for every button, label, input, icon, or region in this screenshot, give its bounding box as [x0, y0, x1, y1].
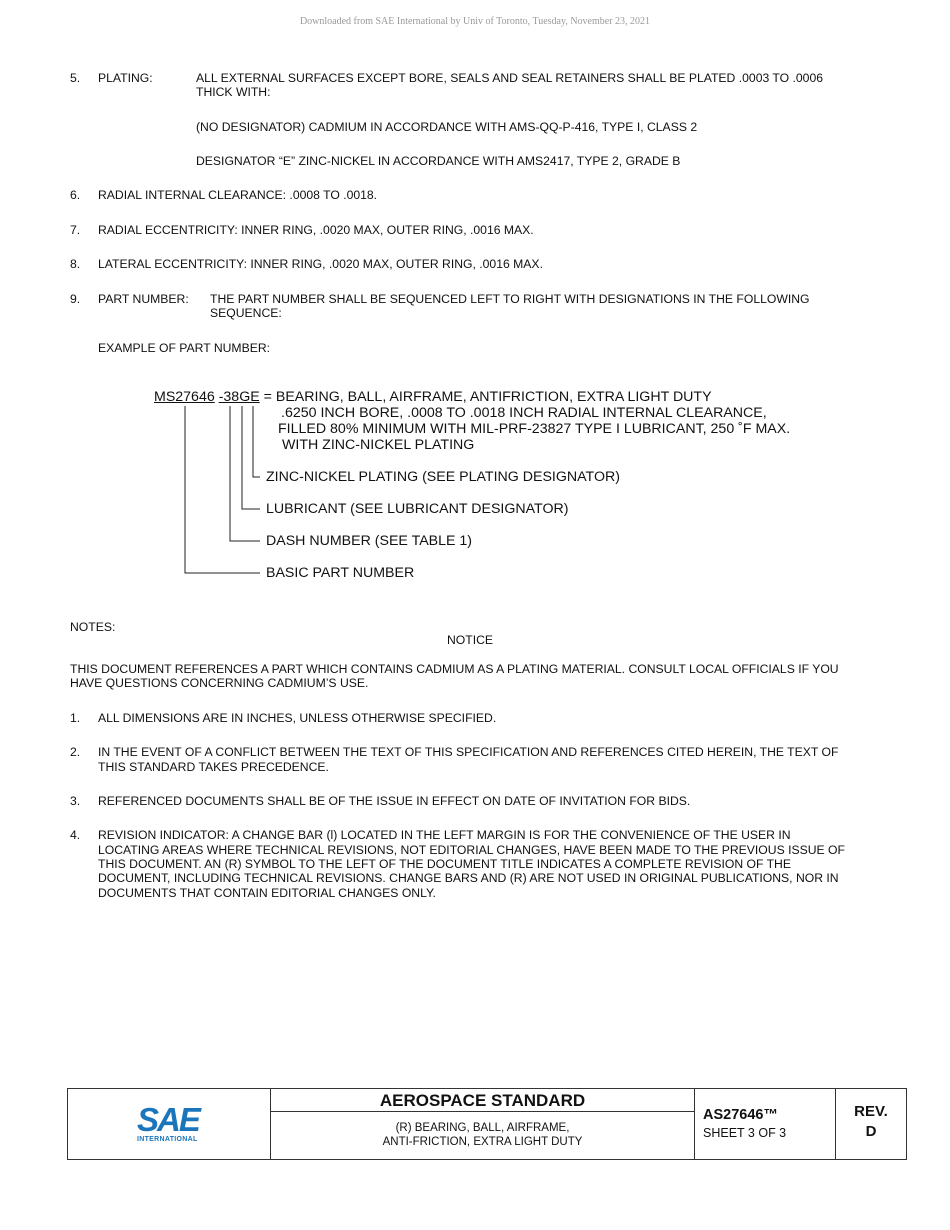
note-1-number: 1.	[70, 711, 81, 725]
plating-option-cadmium: (NO DESIGNATOR) CADMIUM IN ACCORDANCE WITH AMS-QQ-P-416, TYPE I, CLASS 2	[196, 120, 698, 134]
note-4-number: 4.	[70, 828, 81, 842]
note-2-text-line2: THIS STANDARD TAKES PRECEDENCE.	[98, 760, 329, 774]
download-watermark: Downloaded from SAE International by Univ of Toronto, Tuesday, November 23, 2021	[299, 16, 651, 27]
item-6-number: 6.	[70, 188, 81, 202]
sae-logo	[123, 1101, 233, 1151]
item-5-number: 5.	[70, 71, 81, 85]
revision-value: D	[865, 1123, 877, 1140]
note-2-text-line1: IN THE EVENT OF A CONFLICT BETWEEN THE TEXT OF THIS SPECIFICATION AND REFERENCES CITED HEREIN, THE TEXT OF	[98, 745, 839, 759]
note-2-number: 2.	[70, 745, 81, 759]
item-8-number: 8.	[70, 257, 81, 271]
leader-basic-part	[185, 406, 260, 573]
note-4-text-line2: LOCATING AREAS WHERE TECHNICAL REVISIONS, NOT EDITORIAL CHANGES, HAVE BEEN MADE TO THE PREVIOUS ISSUE OF	[98, 843, 845, 857]
item-6-text: RADIAL INTERNAL CLEARANCE: .0008 TO .0018.	[98, 188, 378, 202]
notice-title: NOTICE	[447, 633, 494, 647]
document-number: AS27646™	[703, 1107, 778, 1123]
dash-designator: -38GE	[218, 389, 260, 405]
title-block	[67, 1088, 907, 1160]
note-4-text-line3: THIS DOCUMENT. AN (R) SYMBOL TO THE LEFT OF THE DOCUMENT TITLE INDICATES A COMPLETE REVISION OF THE	[98, 857, 791, 871]
item-7-text: RADIAL ECCENTRICITY: INNER RING, .0020 MAX, OUTER RING, .0016 MAX.	[98, 223, 534, 237]
item-9-text-line2: SEQUENCE:	[210, 306, 282, 320]
document-subtitle-line2: ANTI-FRICTION, EXTRA LIGHT DUTY	[382, 1136, 583, 1148]
note-1-text: ALL DIMENSIONS ARE IN INCHES, UNLESS OTHERWISE SPECIFIED.	[98, 711, 497, 725]
callout-plating: ZINC-NICKEL PLATING (SEE PLATING DESIGNATOR)	[266, 469, 620, 485]
sae-logo-subtitle: INTERNATIONAL	[137, 1136, 198, 1143]
sheet-number: SHEET 3 OF 3	[703, 1126, 787, 1140]
callout-dash-number: DASH NUMBER (SEE TABLE 1)	[266, 533, 473, 549]
leader-dash-number	[230, 406, 260, 541]
notice-text-line2: HAVE QUESTIONS CONCERNING CADMIUM’S USE.	[70, 676, 369, 690]
notice-text-line1: THIS DOCUMENT REFERENCES A PART WHICH CONTAINS CADMIUM AS A PLATING MATERIAL. CONSULT LOCAL OFFICIALS IF YOU	[70, 662, 839, 676]
item-7-number: 7.	[70, 223, 81, 237]
note-3-number: 3.	[70, 794, 81, 808]
note-4-text-line4: DOCUMENT, INCLUDING TECHNICAL REVISIONS. CHANGE BARS AND (R) ARE NOT USED IN ORIGINAL PUBLICATIONS, NOR IN	[98, 871, 839, 885]
revision-cell	[836, 1089, 906, 1159]
item-5-text-line1: ALL EXTERNAL SURFACES EXCEPT BORE, SEALS AND SEAL RETAINERS SHALL BE PLATED .0003 TO .0006	[196, 71, 824, 85]
example-label: EXAMPLE OF PART NUMBER:	[98, 341, 271, 355]
notes-heading: NOTES:	[70, 620, 116, 634]
callout-lubricant: LUBRICANT (SEE LUBRICANT DESIGNATOR)	[266, 501, 569, 517]
revision-label: REV.	[854, 1103, 888, 1120]
logo-cell	[68, 1089, 270, 1159]
part-description-line1: .6250 INCH BORE, .0008 TO .0018 INCH RADIAL INTERNAL CLEARANCE,	[281, 405, 767, 421]
basic-part-number: MS27646	[154, 389, 215, 405]
leader-plating	[253, 406, 260, 477]
part-description-line3: WITH ZINC-NICKEL PLATING	[282, 437, 475, 453]
standard-title: AEROSPACE STANDARD	[379, 1091, 586, 1110]
sae-logo-mark: SAE	[137, 1101, 199, 1138]
item-8-text: LATERAL ECCENTRICITY: INNER RING, .0020 MAX, OUTER RING, .0016 MAX.	[98, 257, 543, 271]
document-number-cell	[695, 1089, 835, 1159]
note-4-text-line1: REVISION INDICATOR: A CHANGE BAR (l) LOCATED IN THE LEFT MARGIN IS FOR THE CONVENIENCE OF THE USER IN	[98, 828, 791, 842]
leader-lubricant	[242, 406, 260, 509]
item-9-label: PART NUMBER:	[98, 292, 189, 306]
part-description: = BEARING, BALL, AIRFRAME, ANTIFRICTION, EXTRA LIGHT DUTY	[259, 389, 712, 405]
callout-basic-part-number: BASIC PART NUMBER	[266, 565, 415, 581]
note-3-text: REFERENCED DOCUMENTS SHALL BE OF THE ISSUE IN EFFECT ON DATE OF INVITATION FOR BIDS.	[98, 794, 691, 808]
note-4-text-line5: DOCUMENTS THAT CONTAIN EDITORIAL CHANGES ONLY.	[98, 886, 436, 900]
item-9-number: 9.	[70, 292, 81, 306]
plating-option-zinc-nickel: DESIGNATOR “E” ZINC-NICKEL IN ACCORDANCE WITH AMS2417, TYPE 2, GRADE B	[196, 154, 681, 168]
item-5-label: PLATING:	[98, 71, 153, 85]
part-description-line2: FILLED 80% MINIMUM WITH MIL-PRF-23827 TYPE I LUBRICANT, 250 ˚F MAX.	[278, 421, 791, 437]
item-5-text-line2: THICK WITH:	[196, 85, 271, 99]
title-cell	[271, 1089, 694, 1159]
document-subtitle-line1: (R) BEARING, BALL, AIRFRAME,	[395, 1122, 570, 1134]
item-9-text-line1: THE PART NUMBER SHALL BE SEQUENCED LEFT TO RIGHT WITH DESIGNATIONS IN THE FOLLOWING	[210, 292, 810, 306]
